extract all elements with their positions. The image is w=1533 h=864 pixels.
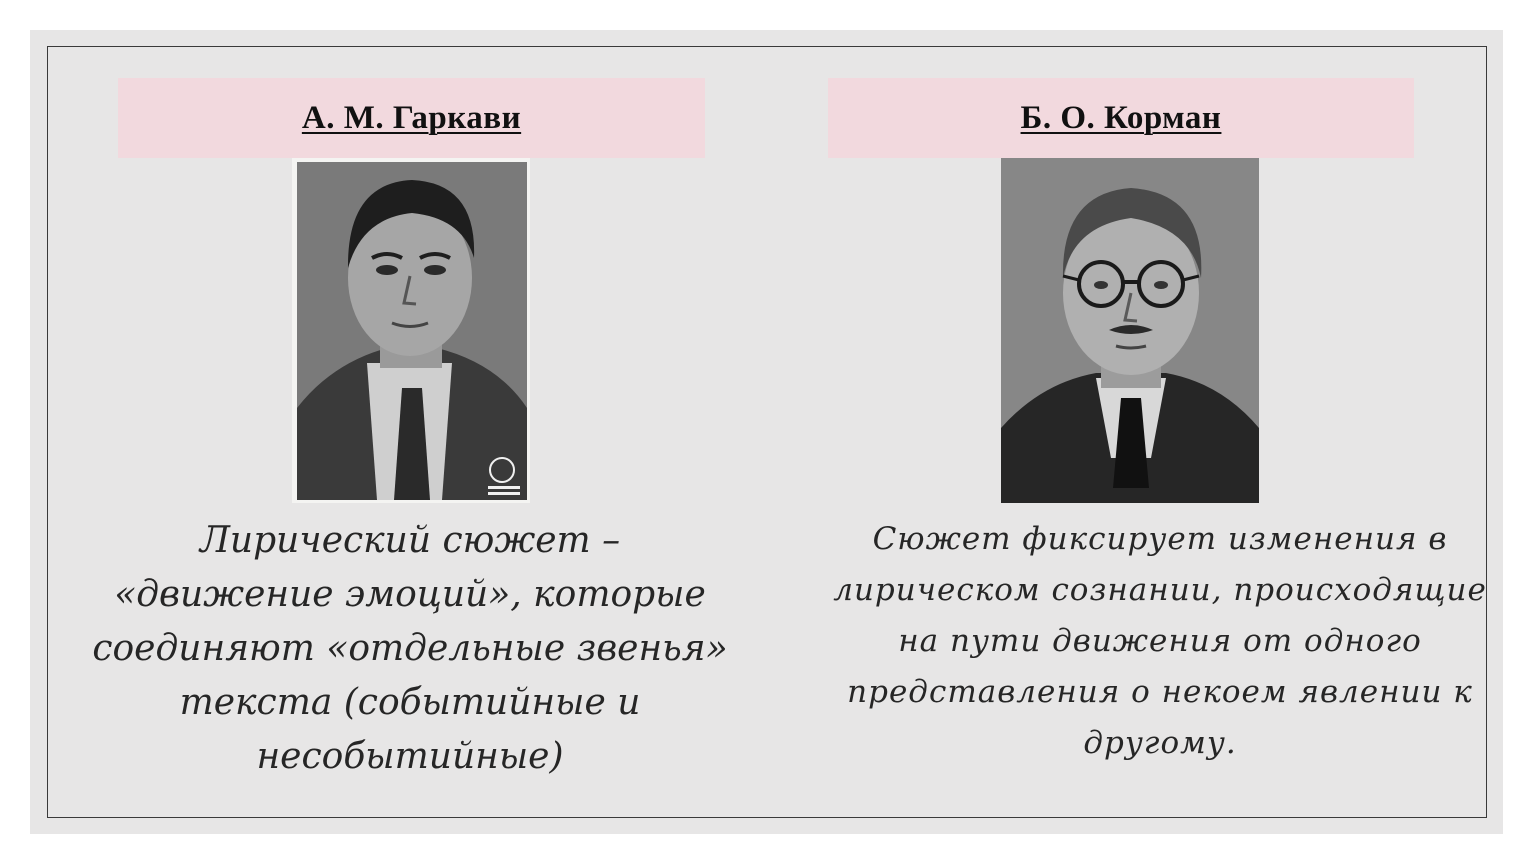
quote-korman-line: на пути движения от одного — [898, 623, 1422, 659]
quote-garkavi — [70, 514, 750, 784]
heading-korman: Б. О. Корман — [1020, 99, 1222, 136]
heading-box-garkavi — [118, 78, 705, 158]
quote-korman-line: другому. — [1083, 725, 1237, 761]
portrait-garkavi — [292, 158, 530, 503]
quote-korman-line: лирическом сознании, происходящие — [833, 572, 1487, 608]
quote-korman-line: представления о некоем явлении к — [847, 674, 1473, 710]
quote-korman-line: Сюжет фиксирует изменения в — [872, 521, 1448, 557]
heading-box-korman — [828, 78, 1414, 158]
quote-garkavi-line: соединяют «отдельные звенья» — [92, 628, 728, 669]
heading-garkavi: А. М. Гаркави — [301, 99, 522, 136]
quote-garkavi-line: текста (событийные и — [179, 682, 641, 723]
quote-garkavi-line: несобытийные) — [256, 736, 564, 777]
quote-garkavi-line: «движение эмоций», которые — [114, 574, 706, 615]
quote-korman — [830, 514, 1490, 769]
portrait-korman — [1001, 158, 1259, 503]
quote-garkavi-line: Лирический сюжет – — [199, 520, 621, 561]
